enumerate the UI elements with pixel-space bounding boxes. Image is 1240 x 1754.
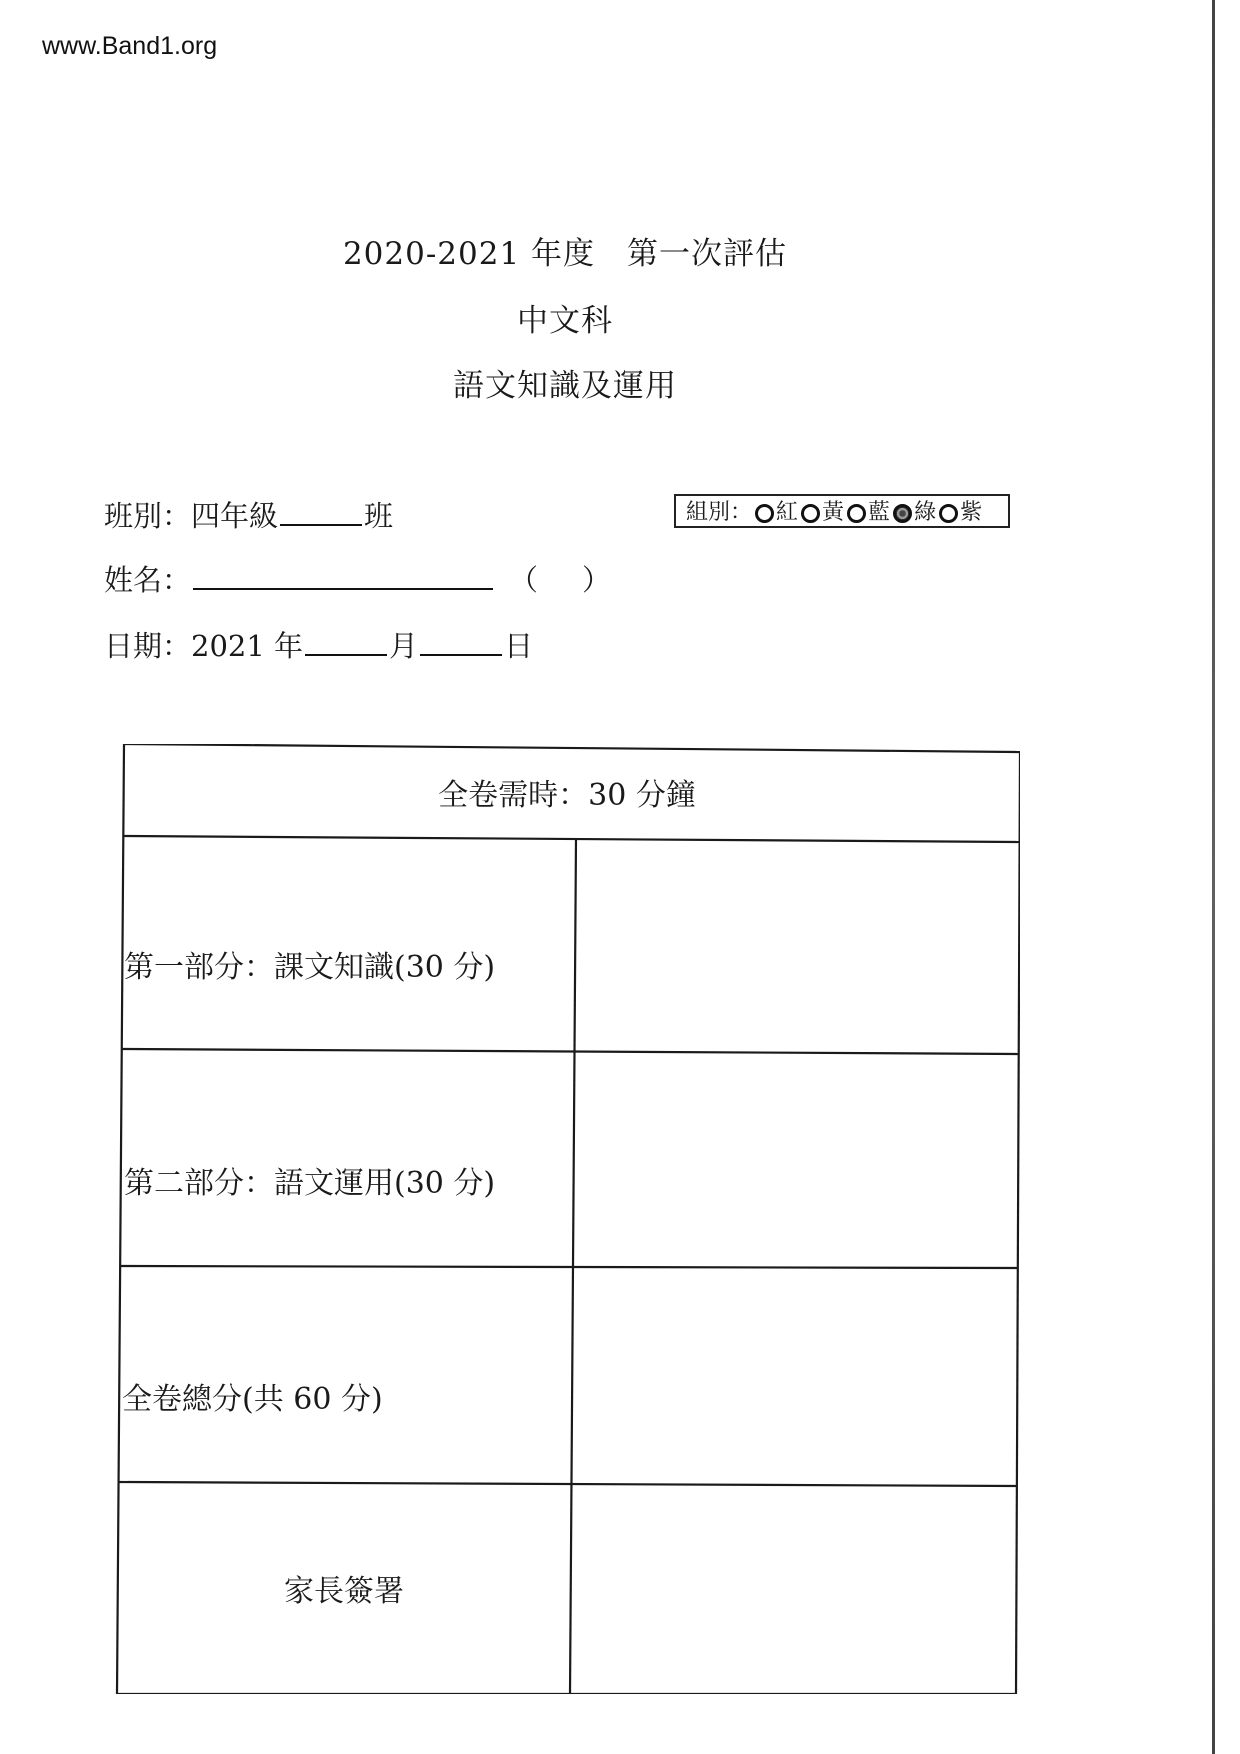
date-row xyxy=(104,624,533,665)
date-label: 日期： xyxy=(104,629,192,663)
date-month: 月 xyxy=(389,629,419,663)
group-option-yellow: 黃 xyxy=(822,500,845,525)
name-paren-open: （ xyxy=(509,563,539,597)
name-row xyxy=(104,558,611,599)
group-option-blue: 藍 xyxy=(868,500,891,525)
class-label: 班別： xyxy=(104,499,192,533)
watermark-url: www.Band1.org xyxy=(42,32,218,60)
row-line-1 xyxy=(123,836,1020,842)
parent-signature-label: 家長簽署 xyxy=(284,1574,404,1609)
assessment-title: 2020-2021 年度 第一次評估 xyxy=(342,236,788,272)
time-row-text: 全卷需時：30 分鐘 xyxy=(438,778,696,813)
date-year: 2021 年 xyxy=(191,629,304,663)
day-blank[interactable] xyxy=(420,632,502,656)
part-one-label: 第一部分：課文知識(30 分) xyxy=(124,950,496,985)
scan-edge-line xyxy=(1212,0,1215,1754)
parent-signature-cell[interactable] xyxy=(572,1488,1016,1692)
group-radio-green-selected[interactable] xyxy=(893,504,912,523)
date-day: 日 xyxy=(504,629,534,663)
part-two-label: 第二部分：語文運用(30 分) xyxy=(124,1166,496,1201)
part-two-score-cell[interactable] xyxy=(576,1056,1016,1266)
class-suffix: 班 xyxy=(364,499,394,533)
total-score-label: 全卷總分(共 60 分) xyxy=(122,1382,383,1417)
table-border-left xyxy=(117,744,124,1694)
name-label: 姓名： xyxy=(104,563,192,597)
table-border-right xyxy=(1016,752,1020,1694)
total-score-cell[interactable] xyxy=(574,1270,1016,1482)
class-prefix: 四年級 xyxy=(191,499,279,533)
group-radio-purple[interactable] xyxy=(939,504,958,523)
part-one-score-cell[interactable] xyxy=(578,844,1016,1049)
name-blank[interactable] xyxy=(193,566,493,590)
group-option-red: 紅 xyxy=(776,500,799,525)
group-option-green: 綠 xyxy=(914,500,937,525)
row-line-3 xyxy=(120,1266,1018,1268)
score-table xyxy=(114,744,1020,1694)
name-paren-close: ） xyxy=(582,563,612,597)
month-blank[interactable] xyxy=(305,632,387,656)
group-radio-yellow[interactable] xyxy=(801,504,820,523)
subject-title: 中文科 xyxy=(517,303,613,339)
group-selection-box xyxy=(674,494,1010,528)
paper-title: 語文知識及運用 xyxy=(453,368,677,404)
group-option-purple: 紫 xyxy=(960,500,983,525)
table-border-top xyxy=(124,744,1020,752)
group-radio-red[interactable] xyxy=(755,504,774,523)
group-radio-blue[interactable] xyxy=(847,504,866,523)
class-row xyxy=(104,494,393,535)
row-line-2 xyxy=(122,1049,1019,1054)
group-label: 組別： xyxy=(686,500,753,525)
class-blank[interactable] xyxy=(280,502,362,526)
row-line-4 xyxy=(119,1482,1017,1486)
